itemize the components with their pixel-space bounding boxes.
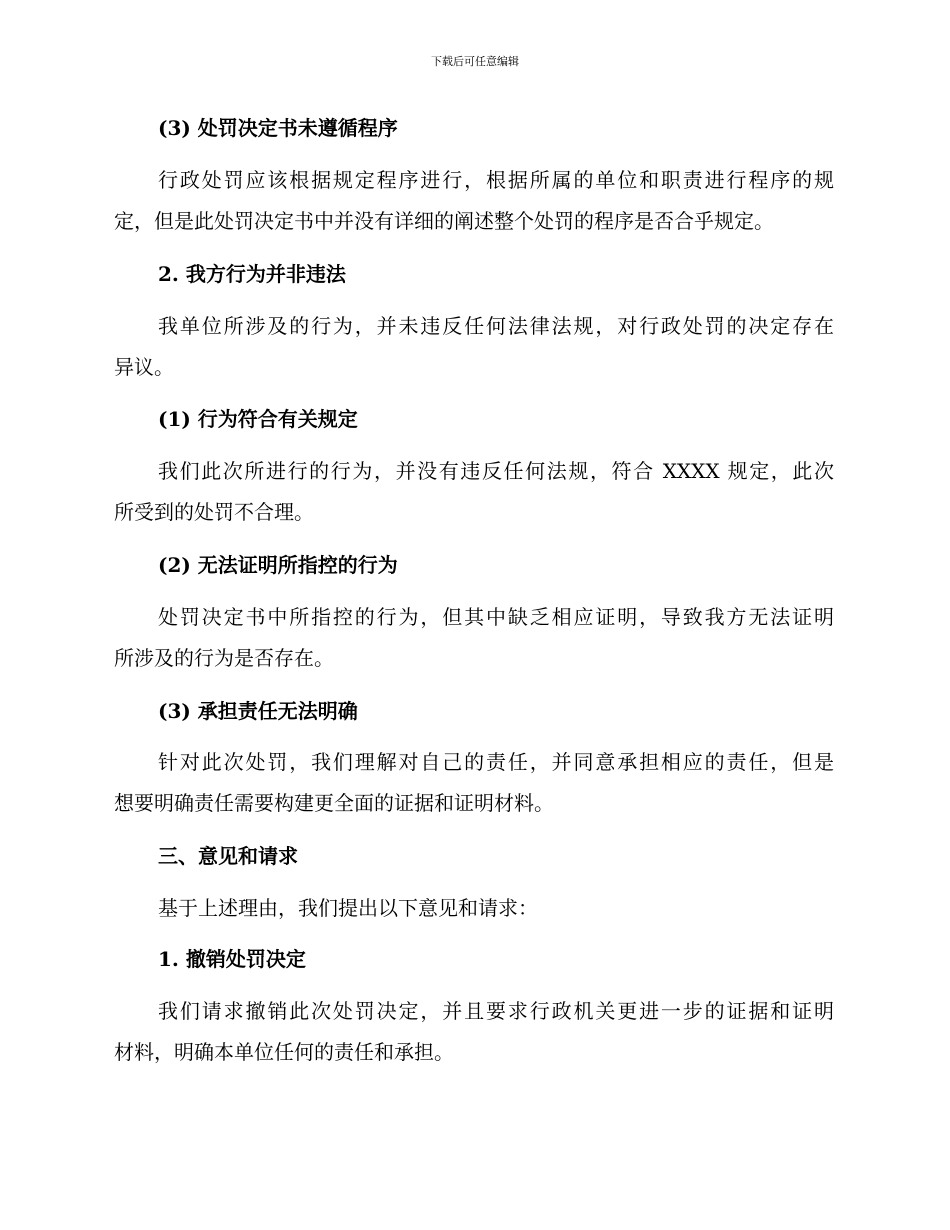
section-heading: (3) 承担责任无法明确 xyxy=(158,699,358,723)
section-heading: (3) 处罚决定书未遵循程序 xyxy=(158,116,398,140)
paragraph-line: 想要明确责任需要构建更全面的证据和证明材料。 xyxy=(114,791,554,815)
paragraph-line: 异议。 xyxy=(114,355,174,379)
section-heading: 2. 我方行为并非违法 xyxy=(158,262,346,286)
paragraph-line: 针对此次处罚，我们理解对自己的责任，并同意承担相应的责任，但是 xyxy=(158,750,834,774)
paragraph-line: 行政处罚应该根据规定程序进行，根据所属的单位和职责进行程序的规 xyxy=(158,168,834,192)
paragraph-line: 所受到的处罚不合理。 xyxy=(114,500,314,524)
paragraph-line: 所涉及的行为是否存在。 xyxy=(114,646,334,670)
paragraph-line: 我单位所涉及的行为，并未违反任何法律法规，对行政处罚的决定存在 xyxy=(158,314,834,338)
section-heading: 三、意见和请求 xyxy=(158,844,298,868)
page-header: 下载后可任意编辑 xyxy=(431,55,519,68)
section-heading: (2) 无法证明所指控的行为 xyxy=(158,553,398,577)
paragraph-line: 处罚决定书中所指控的行为，但其中缺乏相应证明，导致我方无法证明 xyxy=(158,605,834,629)
section-heading: (1) 行为符合有关规定 xyxy=(158,407,358,431)
section-heading: 1. 撤销处罚决定 xyxy=(158,947,306,971)
paragraph-line: 我们此次所进行的行为，并没有违反任何法规，符合 XXXX 规定，此次 xyxy=(158,459,834,483)
paragraph-line: 定，但是此处罚决定书中并没有详细的阐述整个处罚的程序是否合乎规定。 xyxy=(114,209,774,233)
paragraph-line: 材料，明确本单位任何的责任和承担。 xyxy=(114,1040,454,1064)
paragraph-line: 我们请求撤销此次处罚决定，并且要求行政机关更进一步的证据和证明 xyxy=(158,999,834,1023)
paragraph-line: 基于上述理由，我们提出以下意见和请求： xyxy=(158,896,538,920)
